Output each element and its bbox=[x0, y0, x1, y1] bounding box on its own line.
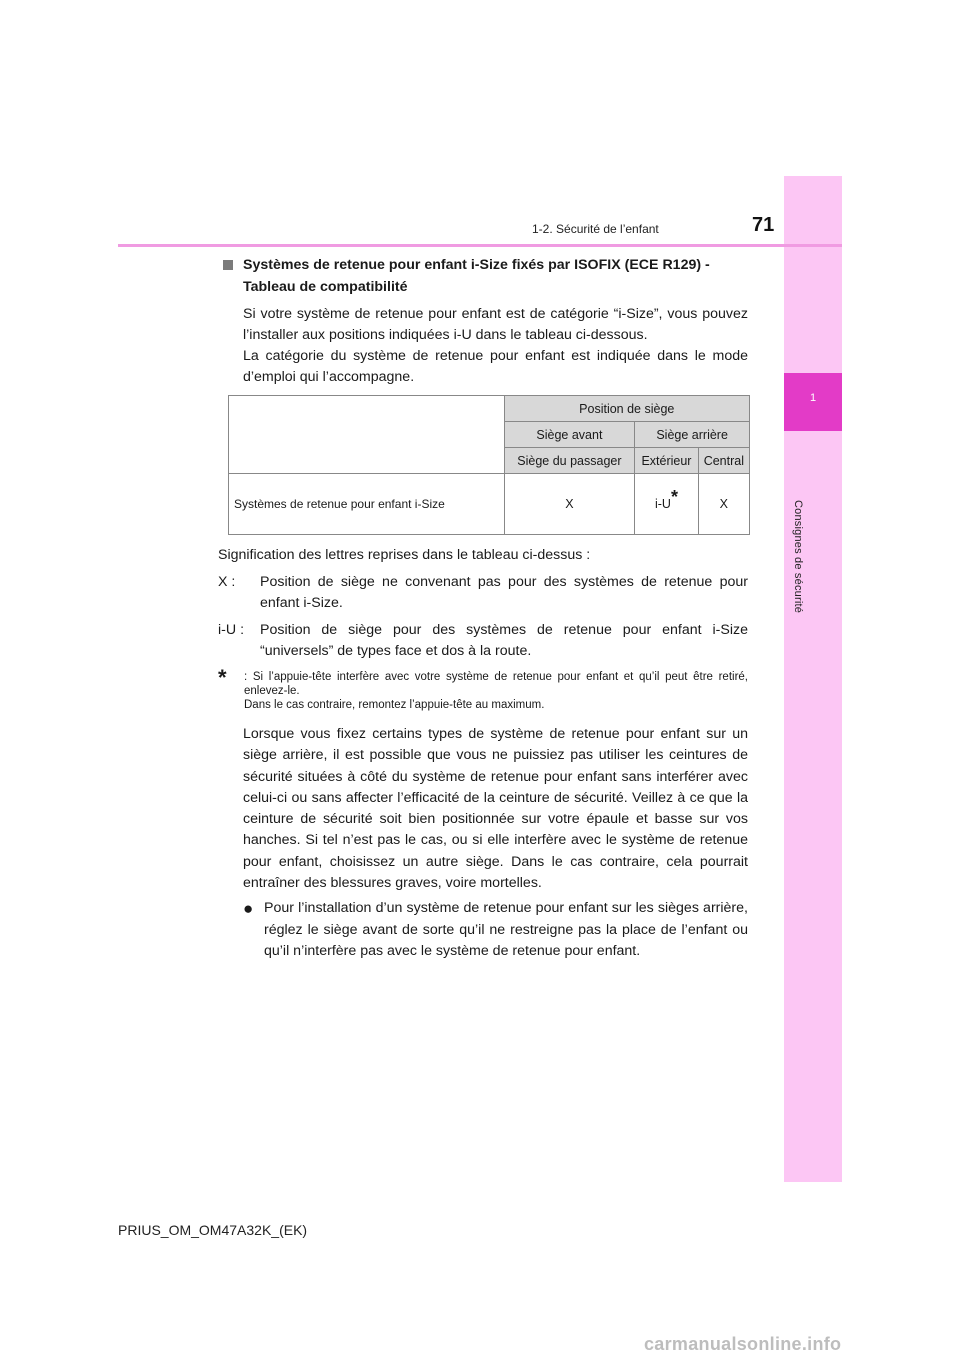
cell-exterior-value: i-U bbox=[654, 497, 671, 512]
round-bullet-icon: ● bbox=[243, 899, 254, 919]
passenger-seat-header: Siège du passager bbox=[504, 448, 635, 474]
legend-item bbox=[218, 572, 748, 614]
intro-paragraph-1: Si votre système de retenue pour enfant est de catégorie “i-Size”, vous pouvez l’installer aux positions indiquées i-U dans le tableau ci-dessous. bbox=[243, 306, 748, 343]
bullet-item bbox=[218, 898, 748, 962]
legend-text: Position de siège ne convenant pas pour des systèmes de retenue pour enfant i-Size. bbox=[260, 574, 748, 611]
page-number: 71 bbox=[752, 214, 775, 236]
footnote-text bbox=[244, 670, 748, 712]
footnote bbox=[218, 665, 748, 712]
legend-key: X : bbox=[218, 574, 236, 590]
body-paragraph: Lorsque vous fixez certains types de système de retenue pour enfant sur un siège arrière, il est possible que vous ne puissiez pas utiliser les ceintures de sécurité situées à côté du système de retenue pour enfant sans interférer avec celui-ci ou sans affecter l’efficacité de la ceinture de sécurité. Veillez à ce que la ceinture de sécurité soit bien positionnée sur votre épaule et basse sur vos hanches. Si tel n’est pas le cas, ou si elle interfère avec le système de retenue pour enfant, choisissez un autre siège. Dans le cas contraire, cela pourrait entraîner des blessures graves, voire mortelles. bbox=[243, 726, 748, 892]
rear-seat-header: Siège arrière bbox=[635, 422, 750, 448]
central-header: Central bbox=[698, 448, 749, 474]
legend-item bbox=[218, 620, 748, 662]
legend-text: Position de siège pour des systèmes de retenue pour enfant i-Size “universels” de types face et dos à la route. bbox=[260, 622, 748, 659]
cell-central: X bbox=[698, 474, 749, 535]
document-code: PRIUS_OM_OM47A32K_(EK) bbox=[118, 1222, 308, 1238]
footnote-line-1: : Si l’appuie-tête interfère avec votre système de retenue pour enfant et qu’il peut être retiré, enlevez-le. bbox=[244, 671, 748, 697]
footnote-mark: * bbox=[218, 665, 227, 690]
intro-section bbox=[218, 254, 748, 388]
square-bullet-icon bbox=[223, 260, 233, 270]
cell-exterior bbox=[635, 474, 698, 535]
intro-paragraph-2: La catégorie du système de retenue pour enfant est indiquée dans le mode d’emploi qui l’accompagne. bbox=[243, 348, 748, 385]
section-heading bbox=[218, 254, 748, 298]
legend-section bbox=[218, 545, 748, 962]
watermark-logo: carmanualsonline.info bbox=[644, 1334, 842, 1354]
asterisk-mark: * bbox=[670, 486, 678, 507]
footnote-line-2: Dans le cas contraire, remontez l’appuie-tête au maximum. bbox=[244, 699, 545, 711]
table-corner bbox=[229, 396, 505, 474]
table-row bbox=[229, 474, 750, 535]
legend-intro: Signification des lettres reprises dans le tableau ci-dessus : bbox=[218, 547, 591, 563]
section-title: 1-2. Sécurité de l’enfant bbox=[532, 222, 659, 236]
front-seat-header: Siège avant bbox=[504, 422, 635, 448]
exterior-header: Extérieur bbox=[635, 448, 698, 474]
cell-passenger: X bbox=[504, 474, 635, 535]
bullet-text: Pour l’installation d’un système de retenue pour enfant sur les sièges arrière, réglez le siège avant de sorte qu’il ne restreigne pas la place de l’enfant ou qu’il n’interfère pas avec le système de retenue pour enfant. bbox=[264, 900, 748, 959]
legend-key: i-U : bbox=[218, 622, 245, 638]
section-heading-text: Systèmes de retenue pour enfant i-Size fixés par ISOFIX (ECE R129) - Tableau de compatibilité bbox=[243, 257, 710, 295]
compatibility-table bbox=[228, 395, 750, 535]
chapter-number: 1 bbox=[809, 392, 817, 404]
row-header-isize: Systèmes de retenue pour enfant i-Size bbox=[229, 474, 505, 535]
header-rule bbox=[118, 244, 842, 247]
position-header: Position de siège bbox=[504, 396, 749, 422]
chapter-label: Consignes de sécurité bbox=[792, 500, 804, 614]
